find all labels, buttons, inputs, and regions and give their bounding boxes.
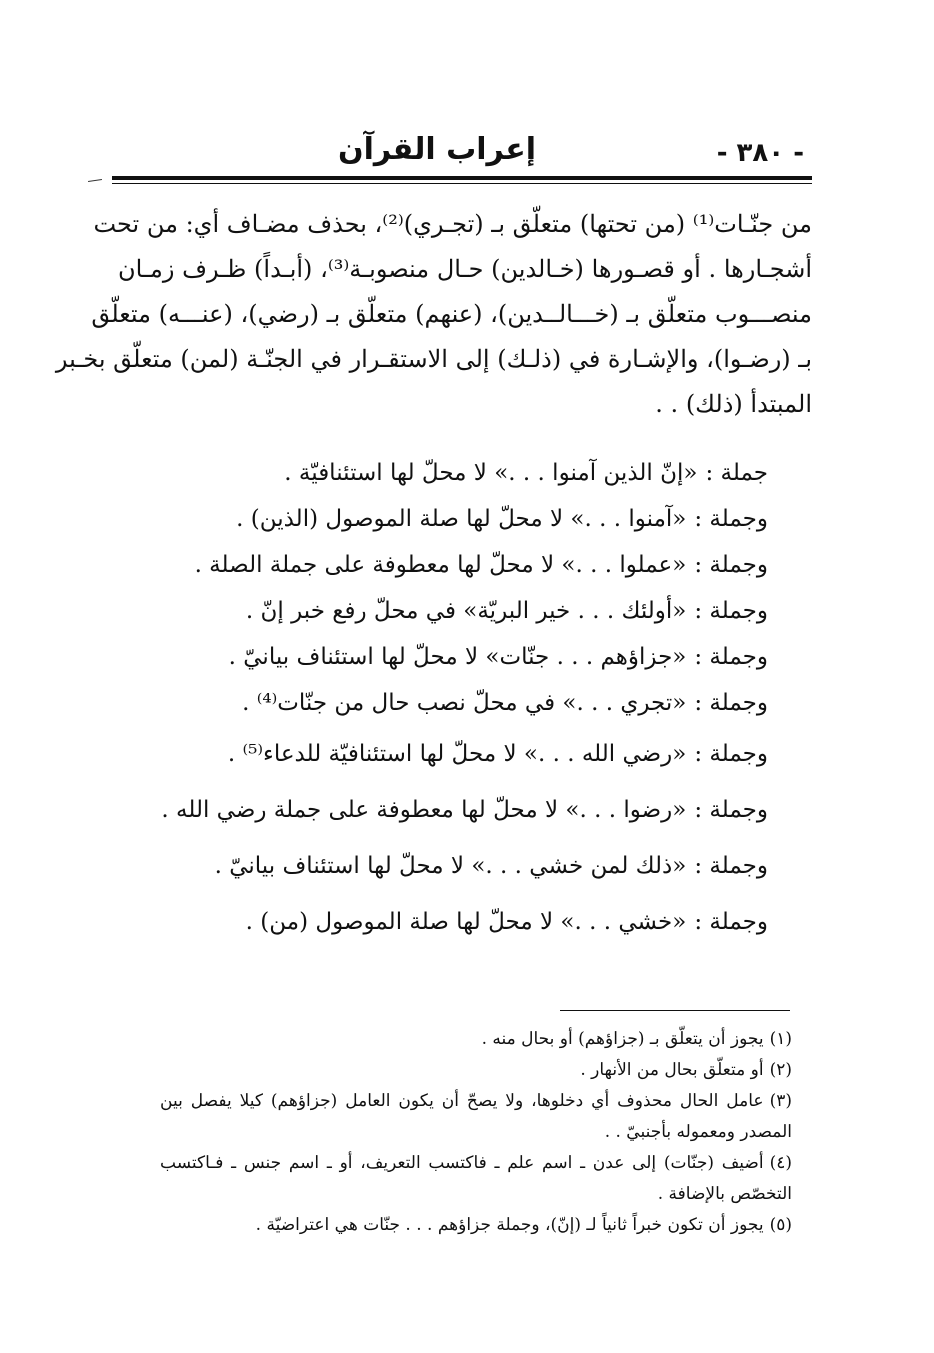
- footnote-text: أو متعلّق بحال من الأنهار .: [580, 1060, 764, 1080]
- footnote-text: يجوز أن يتعلّق بـ (جزاؤهم) أو بحال منه .: [481, 1029, 764, 1049]
- header-rule: [112, 176, 812, 180]
- footnote-number: (٣): [769, 1091, 792, 1111]
- sentence-label: وجملة :: [694, 552, 768, 578]
- sentence-text: «خشي . . .» لا محلّ لها صلة الموصول (من) .: [245, 909, 687, 935]
- sentence-label: وجملة :: [694, 598, 768, 624]
- footnote-text: عامل الحال محذوف أي دخلوها، ولا يصحّ أن يكون العامل (جزاؤهم) كيلا يفصل بين المصدر ومعموله بأجنبيّ . .: [160, 1091, 792, 1142]
- sentence-text: «رضوا . . .» لا محلّ لها معطوفة على جملة رضي الله .: [161, 797, 687, 823]
- footnote-text: أضيف (جنّات) إلى عدن ـ اسم علم ـ فاكتسب التعريف، أو ـ اسم جنس ـ فـاكتسب التخصّص بالإضافة .: [160, 1153, 792, 1204]
- sentence-label: وجملة :: [694, 690, 768, 716]
- sentence-label: وجملة :: [694, 797, 768, 823]
- sentence-label: وجملة :: [694, 741, 768, 767]
- footnotes: [160, 1024, 792, 1241]
- sentence-label: وجملة :: [694, 506, 768, 532]
- sentence-text: «آمنوا . . .» لا محلّ لها صلة الموصول (الذين) .: [236, 506, 687, 532]
- footnote-number: (٤): [769, 1153, 792, 1173]
- sentence-item: [194, 542, 768, 588]
- body-paragraph: [55, 202, 812, 427]
- sentence-text: «ذلك لمن خشي . . .» لا محلّ لها استئناف بيانيّ .: [214, 853, 687, 879]
- sentence-text: «أولئك . . . خير البريّة» في محلّ رفع خبر إنّ .: [245, 598, 687, 624]
- sentence-item: [200, 496, 768, 542]
- footnote-number: (١): [769, 1029, 792, 1049]
- footnote-number: (٢): [769, 1060, 792, 1080]
- footnote-item: [160, 1024, 792, 1055]
- footnote-item: [160, 1148, 792, 1210]
- sentence-item: [200, 726, 768, 782]
- page-number: - ٣٨٠ -: [716, 138, 804, 168]
- sentence-text: «إنّ الذين آمنوا . . .» لا محلّ لها استئنافيّة .: [284, 460, 698, 486]
- scan-speck: [88, 179, 102, 182]
- footnote-text: يجوز أن تكون خبراً ثانياً لـ (إنّ)، وجملة جزاؤهم . . . جنّات هي اعتراضيّة .: [255, 1215, 764, 1235]
- body-line: بـ (رضـوا)، والإشـارة في (ذلـك) إلى الاستقـرار في الجنّـة (لمن) متعلّق بخـبر: [55, 345, 812, 373]
- sentence-item: [200, 634, 768, 680]
- sentence-item: [200, 450, 768, 496]
- sentence-label: وجملة :: [694, 644, 768, 670]
- sentence-text: «عملوا . . .» لا محلّ لها معطوفة على جملة الصلة .: [194, 552, 687, 578]
- page-header: [112, 128, 812, 176]
- body-line: من جنّـات⁽¹⁾ (من تحتها) متعلّق بـ (تجـري)⁽²⁾، بحذف مضـاف أي: من تحت: [93, 210, 812, 238]
- footnote-item: [160, 1210, 792, 1241]
- sentence-label: وجملة :: [694, 909, 768, 935]
- body-line: المبتدأ (ذلك) . .: [655, 390, 812, 418]
- sentence-item: [161, 782, 768, 838]
- footnote-number: (٥): [769, 1215, 792, 1235]
- body-line: أشجـارها . أو قصـورها (خـالدين) حـال منصوبـة⁽³⁾، (أبـداً) ظـرف زمـان: [118, 255, 812, 283]
- sentence-text: «رضي الله . . .» لا محلّ لها استئنافيّة للدعاء⁽⁵⁾ .: [227, 741, 687, 767]
- footnote-item: [160, 1086, 792, 1148]
- header-rule-thin: [112, 183, 812, 184]
- sentence-item: [200, 838, 768, 894]
- sentence-item: [200, 894, 768, 950]
- sentence-text: «تجري . . .» في محلّ نصب حال من جنّات⁽⁴⁾ .: [242, 690, 687, 716]
- running-title: إعراب القرآن: [337, 132, 536, 167]
- sentence-label: وجملة :: [694, 853, 768, 879]
- sentence-analysis-list: [161, 450, 768, 950]
- body-line: منصـــوب متعلّق بـ (خـــالــدين)، (عنهم) متعلّق بـ (رضي)، (عنـــه) متعلّق: [91, 300, 812, 328]
- sentence-text: «جزاؤهم . . . جنّات» لا محلّ لها استئناف بيانيّ .: [228, 644, 687, 670]
- sentence-item: [200, 680, 768, 726]
- sentence-item: [200, 588, 768, 634]
- footnote-separator: [560, 1010, 790, 1011]
- footnote-item: [160, 1055, 792, 1086]
- sentence-label: جملة :: [705, 460, 768, 486]
